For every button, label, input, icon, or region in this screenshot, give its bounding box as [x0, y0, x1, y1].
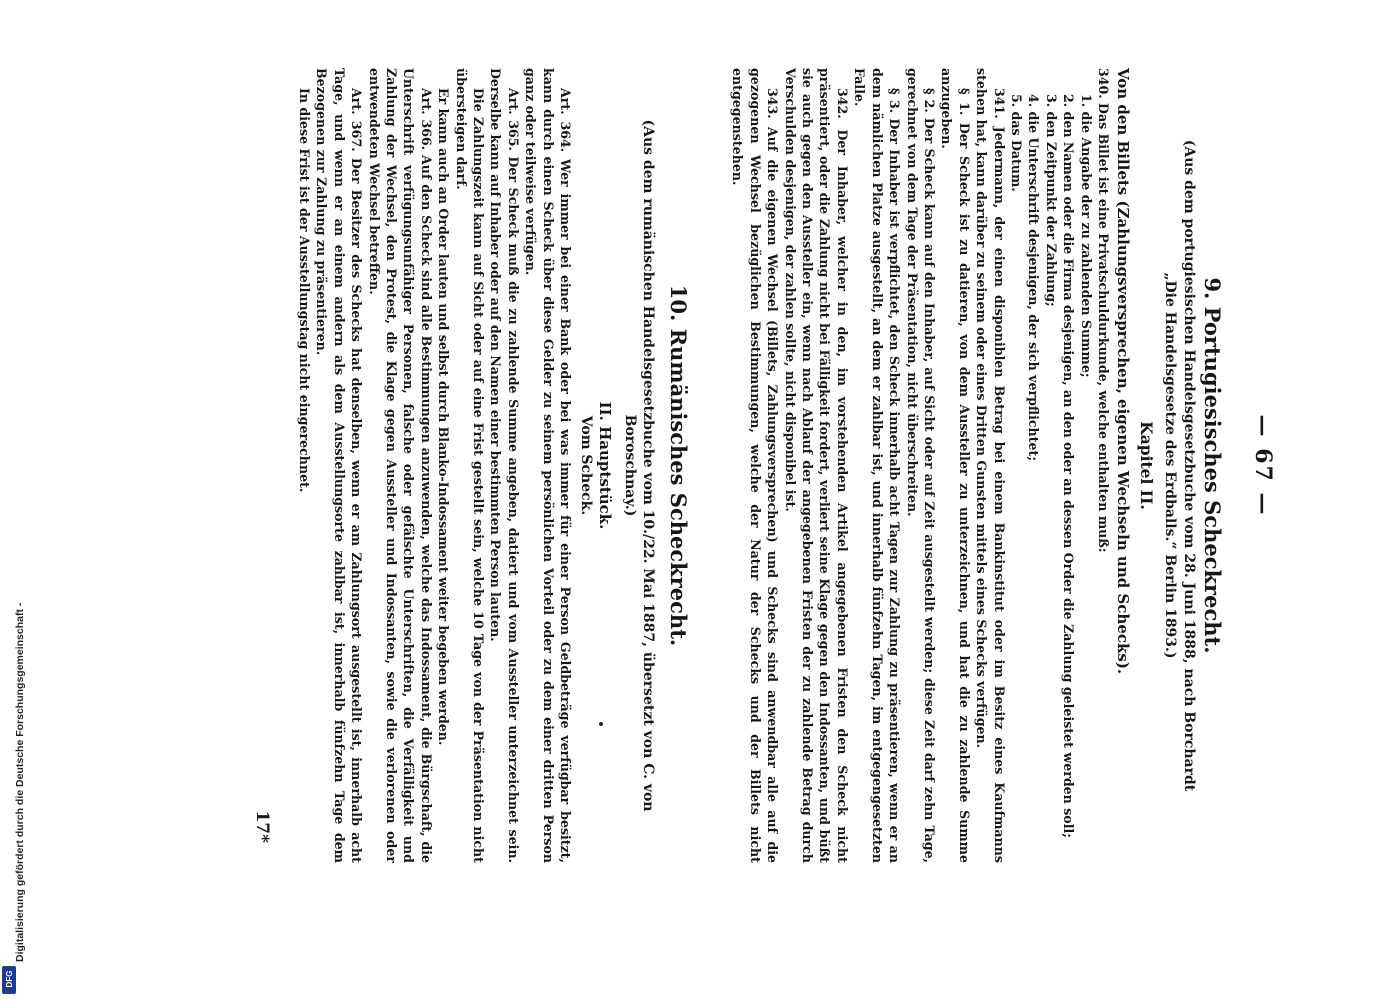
article-341-paragraph-3: § 3. Der Inhaber ist verpflichtet, den Scheck innerhalb acht Tagen zur Zahlung zu präsentieren, wenn er an dem nämlichen Platze ausgestellt, an dem er zahlbar ist, und innerhalb fünfzehn Tagen, im entgegengesetzten Falle.	[852, 68, 903, 863]
article-340-item: 5. das Datum.	[1008, 94, 1024, 192]
article-340-item: 4. die Unterschrift desjenigen, der sich verpflichtet;	[1026, 94, 1042, 461]
chapter-heading: Kapitel II.	[1137, 421, 1156, 510]
article-364: Art. 364. Wer immer bei einer Bank oder bei was immer für einer Person Geldbeträge verfügbar besitzt, kann durch einen Scheck über diese Gelder zu seinem persönlichen Vorteil oder zu dem einer dritten Person ganz oder teilweise verfügen.	[523, 68, 574, 863]
article-340-item: 2. den Namen oder die Firma desjenigen, an den oder an dessen Order die Zahlung geleistet werden soll;	[1061, 94, 1077, 838]
section-10-title: 10. Rumänisches Scheckrecht.	[666, 284, 692, 647]
section-9-title: 9. Portugiesisches Scheckrecht.	[1200, 277, 1225, 654]
article-367-b: In diese Frist ist der Ausstellungstag nicht eingerechnet.	[296, 88, 312, 493]
article-365-c: Er kann auch an Order lauten und selbst durch Blanko-Indossament weiter begeben werden.	[436, 88, 452, 746]
section-9-source-line-2: „Die Handelsgesetze des Erdballs.“ Berlin 1893.)	[1162, 272, 1178, 659]
article-367: Art. 367. Der Besitzer des Schecks hat denselben, wenn er am Zahlungsort ausgestellt ist, innerhalb acht Tage, und wenn er an einem andern als dem Ausstellungsorte zahlbar ist, innerhalb fünfzehn Tage dem Bezogenen zur Zahlung zu präsentieren.	[314, 68, 365, 863]
article-366: Art. 366. Auf den Scheck sind alle Bestimmungen anzuwenden, welche das Indossament, die Bürgschaft, die Unterschrift verfügungsunfähiger Personen, falsche oder gefälschte Unterschriften, die Verfälligkeit und Zahlung der Wechsel, den Protest, die Klage gegen Aussteller und Indossanten, sowie die verlorenen oder entwendeten Wechsel betreffen.	[366, 68, 434, 863]
section-9-source-line-1: (Aus dem portugiesischen Handelsgesetzbuche vom 28. Juni 1888, nach Borchardt	[1181, 139, 1197, 792]
section-separator	[691, 68, 729, 863]
dfg-logo-text: DFG	[5, 970, 14, 988]
article-340-item: 3. den Zeitpunkt der Zahlung;	[1043, 94, 1059, 307]
article-343: 343. Auf die eigenen Wechsel (Billets, Zahlungsversprechen) und Schecks sind anwendbar alle auf die gezogenen Wechsel bezüglichen Bestimmungen, welche der Natur der Schecks und der Billets nicht entgegenstehen.	[730, 68, 781, 863]
article-365: Art. 365. Der Scheck muß die zu zahlende Summe angeben, datiert und vom Aussteller unterzeichnet sein. Derselbe kann auf Inhaber oder auf den Namen einer bestimmten Person lauten.	[488, 68, 521, 863]
article-342: 342. Der Inhaber, welcher in den, im vorstehenden Artikel angegebenen Fristen den Scheck nicht präsentiert, oder die Zahlung nicht bei Fälligkeit fordert, verliert seine Klage gegen den Indossanten, und büßt sie auch gegen den Aussteller ein, wenn nach Ablauf der angegebenen Fristen der zu zahlende Betrag durch Verschulden desjenigen, der zahlen sollte, nicht disponibel ist.	[782, 68, 850, 863]
vom-scheck-heading: Vom Scheck.	[578, 415, 595, 516]
section-10-source: (Aus dem rumänischen Handelsgesetzbuche vom 10./22. Mai 1887, übersetzt von C. von Boroschnay.)	[622, 119, 657, 812]
digitization-footer	[0, 0, 26, 1000]
dfg-funding-note: Digitalisierung gefördert durch die Deutsche Forschungsgemeinschaft -	[14, 602, 26, 962]
page-number: — 67 —	[1250, 414, 1276, 517]
article-340-item: 1. die Angabe der zu zahlenden Summe;	[1078, 94, 1094, 378]
text-block	[252, 68, 1275, 863]
signature-mark: 17*	[251, 810, 272, 843]
hauptstueck-heading: II. Hauptstück.	[596, 401, 615, 530]
article-341-paragraph-1: § 1. Der Scheck ist zu datieren, von dem Aussteller zu unterzeichnen, und hat die zu zahlende Summe anzugeben.	[939, 68, 972, 863]
stray-dot	[599, 722, 603, 726]
article-340-list	[1008, 68, 1095, 863]
article-341-paragraph-2: § 2. Der Scheck kann auf den Inhaber, auf Sicht oder auf Zeit ausgestellt werden; diese Zeit darf zehn Tage, gerechnet von dem Tage der Präsentation, nicht überschreiten.	[904, 68, 937, 863]
dfg-logo-icon	[2, 966, 16, 994]
chapter-subheading: Von den Billets (Zahlungsversprechen, eigenen Wechseln und Schecks).	[1114, 68, 1132, 675]
article-365-b: Die Zahlungszeit kann auf Sicht oder auf eine Frist gestellt sein, welche 10 Tage von der Präsentation nicht übersteigen darf.	[453, 68, 487, 863]
article-341: 341. Jedermann, der einen disponiblen Betrag bei einem Bankinstitut oder im Besitz eines Kaufmanns stehen hat, kann darüber zu seinem oder eines Dritten Gunsten mittels eines Schecks verfügen.	[974, 68, 1007, 863]
article-340-intro: 340. Das Billet ist eine Privatschuldurkunde, welche enthalten muß:	[1096, 68, 1111, 553]
